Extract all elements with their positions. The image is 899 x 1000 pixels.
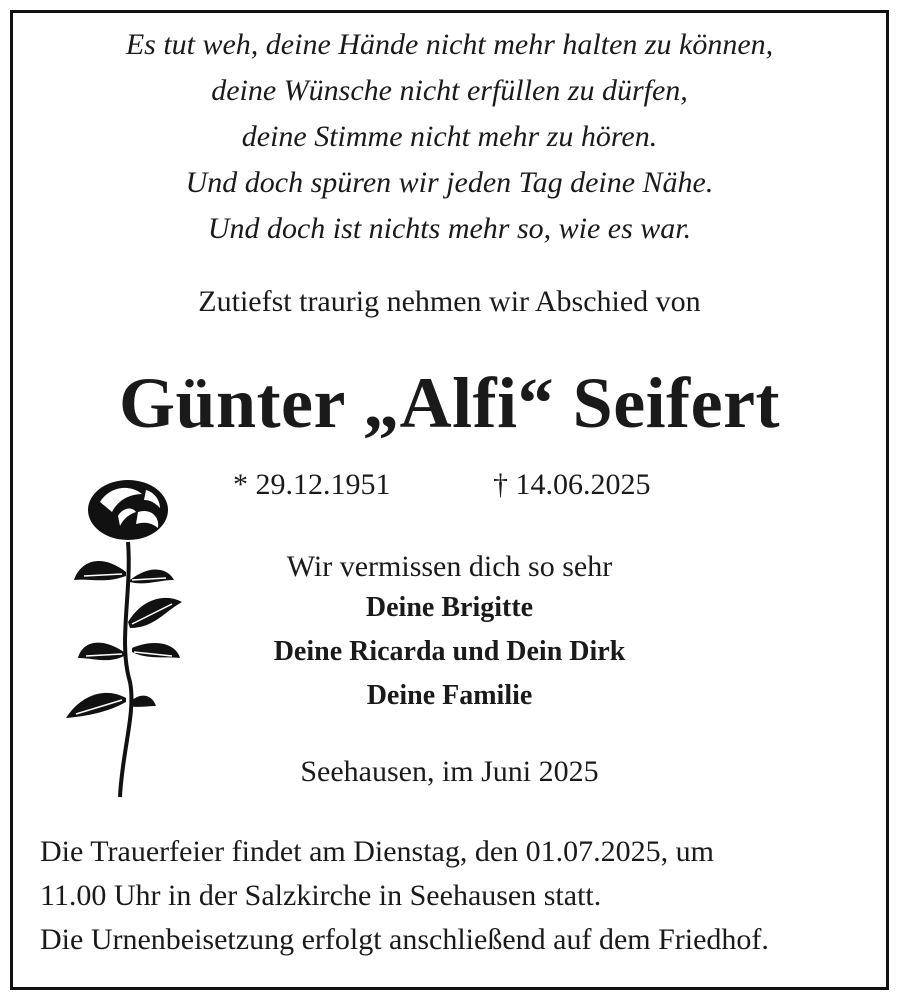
notice-line: 11.00 Uhr in der Salzkirche in Seehausen statt. [40,879,602,912]
notice-line: Die Trauerfeier findet am Dienstag, den 01.07.2025, um [40,835,715,868]
family-member: Deine Brigitte [365,592,534,623]
poem-line: Und doch ist nichts mehr so, wie es war. [207,212,692,245]
poem [0,22,899,252]
notice-line: Die Urnenbeisetzung erfolgt anschließend auf dem Friedhof. [40,923,769,956]
family-member: Deine Familie [366,680,533,711]
poem-line: Es tut weh, deine Hände nicht mehr halten zu können, [125,28,774,61]
poem-line: deine Stimme nicht mehr zu hören. [241,120,658,153]
poem-line: Und doch spüren wir jeden Tag deine Nähe. [185,166,714,199]
family-member: Deine Ricarda und Dein Dirk [273,636,626,667]
place-date: Seehausen, im Juni 2025 [300,755,599,788]
deceased-name: Günter „Alfi“ Seifert [118,363,781,443]
birth-date: * 29.12.1951 [233,468,391,501]
farewell-intro: Zutiefst traurig nehmen wir Abschied von [198,285,701,318]
death-date: † 14.06.2025 [493,468,651,501]
funeral-notice [40,830,870,962]
miss-line: Wir vermissen dich so sehr [286,550,613,583]
family-signatures [0,586,899,718]
poem-line: deine Wünsche nicht erfüllen zu dürfen, [211,74,688,107]
